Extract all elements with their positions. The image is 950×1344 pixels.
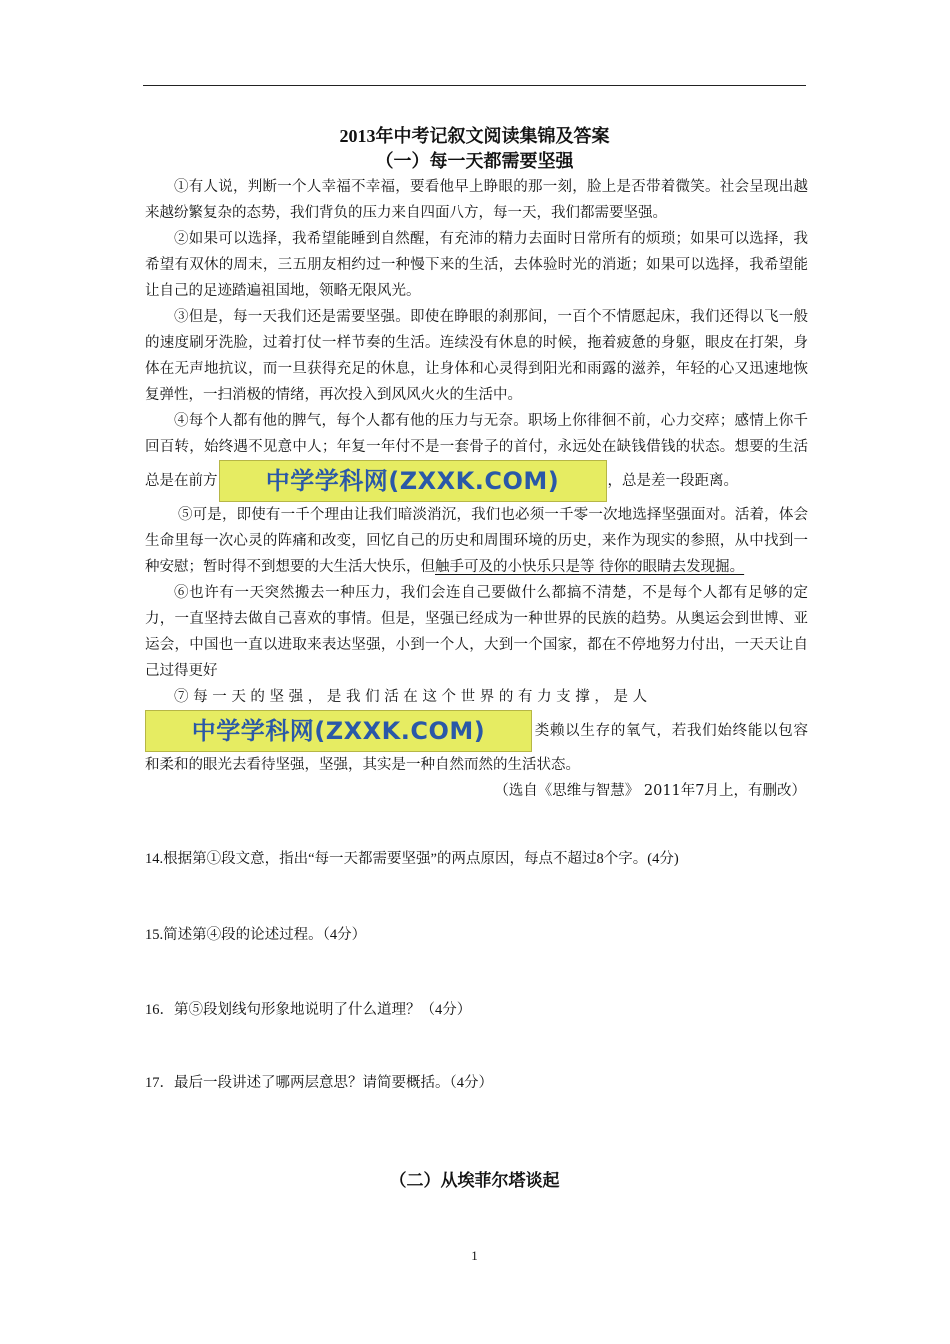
section-title-1: （一）每一天都需要坚强: [375, 151, 574, 171]
source-citation: （选自《思维与智慧》 2011年7月上，有删改）: [494, 783, 806, 799]
paragraph-1: ①有人说，判断一个人幸福不幸福，要看他早上睁眼的那一刻，脸上是否带着微笑。社会呈现出越来越纷繁复杂的态势，我们背负的压力来自四面八方，每一天，我们都需要坚强。: [145, 179, 808, 221]
paragraph-2: ②如果可以选择，我希望能睡到自然醒，有充沛的精力去面时日常所有的烦琐；如果可以选择，我希望有双休的周末，三五朋友相约过一种慢下来的生活，去体验时光的消逝；如果可以选择，我希望能让自己的足迹踏遍祖国地，领略无限风光。: [145, 231, 808, 299]
question-15: 15.简述第④段的论述过程。（4分）: [145, 927, 367, 943]
paragraph-7: [145, 684, 808, 778]
article-body: [145, 174, 808, 804]
question-14: 14.根据第①段文意，指出“每一天都需要坚强”的两点原因，每点不超过8个字。(4分): [145, 851, 679, 867]
paragraph-7-text-a: ⑦ 每 一 天 的 坚 强 ， 是 我 们 活 在 这 个 世 界 的 有 力 支 撑 ， 是 人: [174, 689, 648, 705]
paragraph-5-text: ⑤可是，即使有一千个理由让我们暗淡消沉，我们也必须一千零一次地选择坚强面对。活着，体会生命里每一次心灵的阵痛和改变，回忆自己的历史和周围环境的历史，来作为现实的参照，从中找到一种安慰；暂时得不到想要的大生活大快乐，但: [145, 507, 808, 575]
watermark-logo: 中学学科网(ZXXK.COM): [145, 710, 532, 752]
document-title: 2013年中考记叙文阅读集锦及答案: [339, 126, 610, 146]
paragraph-7-text-b: 类赖以生存的氧气，若我们始终能以包容和柔和的眼光去看待坚强，坚强，其实是一种自然而然的生活状态。: [145, 723, 808, 773]
page-number: 1: [471, 1248, 478, 1263]
question-16: 16．第⑤段划线句形象地说明了什么道理？（4分）: [145, 1002, 472, 1018]
header-rule: [143, 85, 806, 86]
paragraph-4: [145, 408, 808, 502]
question-17: 17．最后一段讲述了哪两层意思？请简要概括。（4分）: [145, 1075, 493, 1091]
watermark-logo: 中学学科网(ZXXK.COM): [219, 460, 607, 502]
paragraph-4-text-a: ④每个人都有他的脾气，每个人都有他的压力与无奈。职场上你徘徊不前，心力交瘁；感情上你千回百转，始终遇不见意中人；年复一年付不是一套骨子的首付，永远处在缺钱借钱的状态。想要的生活总是在前方: [145, 413, 808, 489]
paragraph-5-underlined-sentence: 触手可及的小快乐只是等 待你的眼睛去发现掘。: [435, 559, 745, 575]
paragraph-4-text-b: ，总是差一段距离。: [607, 473, 738, 489]
paragraph-3: ③但是，每一天我们还是需要坚强。即使在睁眼的刹那间，一百个不情愿起床，我们还得以飞一般的速度刷牙洗脸，过着打仗一样节奏的生活。连续没有休息的时候，拖着疲惫的身躯，眼皮在打架，身体在无声地抗议，而一旦获得充足的休息，让身体和心灵得到阳光和雨露的滋养，年轻的心又迅速地恢复弹性，一扫消极的情绪，再次投入到风风火火的生活中。: [145, 309, 808, 403]
paragraph-6: ⑥也许有一天突然搬去一种压力，我们会连自己要做什么都搞不清楚，不是每个人都有足够的定力，一直坚持去做自己喜欢的事情。但是，坚强已经成为一种世界的民族的趋势。从奥运会到世博、亚运会，中国也一直以进取来表达坚强，小到一个人，大到一个国家，都在不停地努力付出，一天天让自己过得更好: [145, 585, 808, 679]
section-title-2: （二）从埃菲尔塔谈起: [389, 1171, 560, 1190]
paragraph-5: [145, 502, 808, 580]
